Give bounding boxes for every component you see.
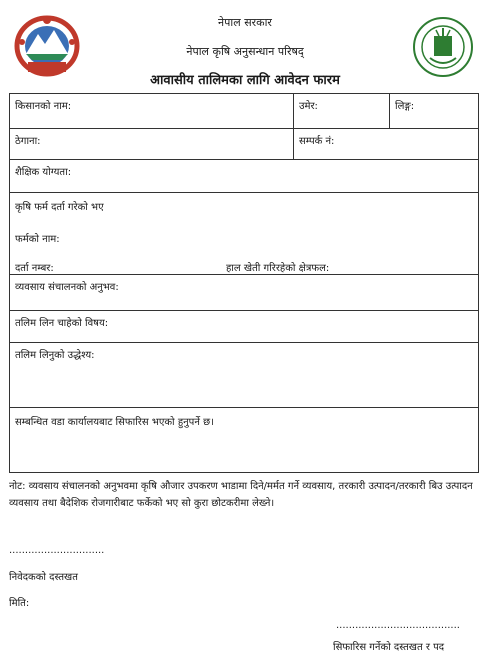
education-field[interactable] (10, 160, 478, 193)
gender-field[interactable] (389, 94, 478, 128)
government-name: नेपाल सरकार (218, 16, 272, 29)
farmer-name-field[interactable] (10, 94, 293, 128)
training-subject-field[interactable] (10, 311, 478, 343)
form-header (0, 0, 490, 92)
contact-label: सम्पर्क नं: (299, 136, 335, 147)
training-purpose-label: तलिम लिनुको उद्धेश्य: (15, 350, 95, 361)
address-field[interactable] (10, 129, 293, 159)
training-subject-label: तलिम लिन चाहेको विषय: (15, 318, 109, 329)
narc-logo-icon (412, 14, 474, 80)
applicant-signature-label: निवेदकको दस्तखत (9, 572, 78, 583)
age-field[interactable] (293, 94, 389, 128)
form-title: आवासीय तालिमका लागि आवेदन फारम (150, 73, 340, 88)
education-label: शैक्षिक योग्यता: (15, 167, 72, 178)
farm-registration-block (10, 193, 478, 275)
council-name: नेपाल कृषि अनुसन्धान परिषद् (186, 45, 304, 58)
date-label: मिति: (9, 598, 30, 609)
business-experience-label: व्यवसाय संचालनको अनुभव: (15, 282, 119, 293)
note-text: नोट: व्यवसाय संचालनको अनुभवमा कृषि औजार उपकरण भाडामा दिने/मर्मत गर्ने व्यवसाय, तरकारी उत्पादन/तरकारी बिउ उत्पादन व्यवसाय तथा बैदेशिक रोजगारीबाट फर्केको भए सो कुरा छोटकरीमा लेख्ने। (9, 481, 473, 509)
training-purpose-field[interactable] (10, 343, 478, 408)
farm-registered-label: कृषि फर्म दर्ता गरेको भए (15, 202, 104, 213)
recommendation-label: सम्बन्धित वडा कार्यालयबाट सिफारिस भएको हुनुपर्ने छ। (15, 417, 214, 428)
registration-number-label: दर्ता नम्बर: (15, 263, 54, 274)
recommender-signature-line[interactable]: ....................................... (336, 620, 460, 631)
age-label: उमेर: (299, 101, 318, 112)
business-experience-field[interactable] (10, 275, 478, 311)
applicant-signature-line[interactable]: .............................. (9, 545, 105, 556)
recommendation-field[interactable] (10, 408, 478, 472)
row-name-age-gender (10, 94, 478, 129)
recommender-signature-label: सिफारिस गर्नेको दस्तखत र पद (333, 642, 445, 653)
row-address-contact (10, 129, 478, 160)
address-label: ठेगाना: (15, 136, 41, 147)
current-area-label: हाल खेती गरिरहेको क्षेत्रफल: (226, 263, 330, 274)
application-form (9, 93, 479, 473)
contact-field[interactable] (293, 129, 478, 159)
farmer-name-label: किसानको नाम: (15, 101, 72, 112)
farm-name-label: फर्मको नाम: (15, 234, 60, 245)
gender-label: लिङ्ग: (395, 101, 415, 112)
